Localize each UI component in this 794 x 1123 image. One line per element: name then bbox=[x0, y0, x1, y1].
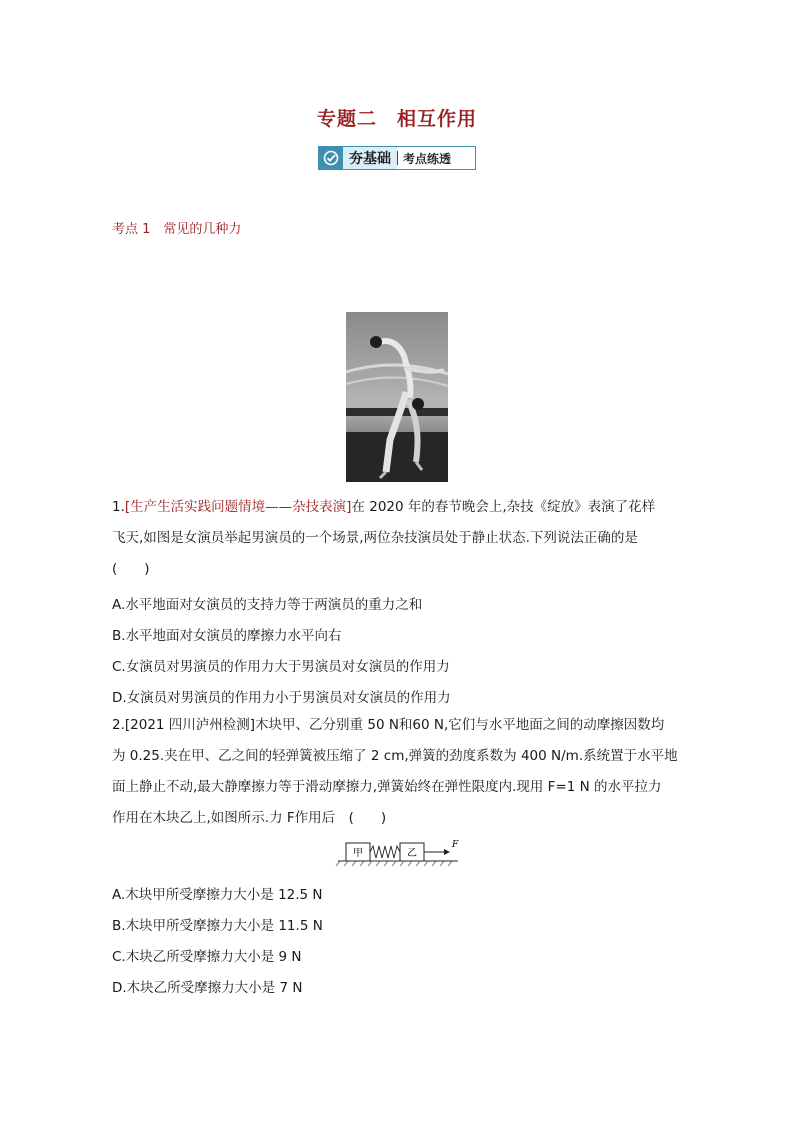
question-2-option-b: B.木块甲所受摩擦力大小是 11.5 N bbox=[112, 918, 323, 934]
acrobat-photo bbox=[346, 312, 448, 482]
question-2-line-2: 为 0.25.夹在甲、乙之间的轻弹簧被压缩了 2 cm,弹簧的劲度系数为 400 N/m.系统置于水平地 bbox=[112, 748, 678, 764]
question-1-line-1 bbox=[112, 492, 684, 523]
question-1-option-b: B.水平地面对女演员的摩擦力水平向右 bbox=[112, 628, 342, 644]
question-2-line-1: 2.[2021 四川泸州检测]木块甲、乙分别重 50 N和60 N,它们与水平地面之间的动摩擦因数均 bbox=[112, 717, 665, 733]
question-1-line-2: 飞天,如图是女演员举起男演员的一个场景,两位杂技演员处于静止状态.下列说法正确的是 bbox=[112, 530, 638, 546]
question-1-context-tag: [生产生活实践问题情境——杂技表演] bbox=[124, 499, 352, 515]
question-1-number: 1. bbox=[112, 499, 125, 515]
question-2-option-d: D.木块乙所受摩擦力大小是 7 N bbox=[112, 980, 303, 996]
question-2-line-4: 作用在木块乙上,如图所示.力 F作用后 ( ) bbox=[112, 810, 387, 826]
question-1-option-d: D.女演员对男演员的作用力小于男演员对女演员的作用力 bbox=[112, 690, 451, 706]
force-label: F bbox=[452, 840, 459, 850]
target-check-icon bbox=[319, 147, 343, 169]
question-2-option-c: C.木块乙所受摩擦力大小是 9 N bbox=[112, 949, 302, 965]
question-1-option-c: C.女演员对男演员的作用力大于男演员对女演员的作用力 bbox=[112, 659, 450, 675]
spring-block-figure bbox=[334, 838, 462, 872]
ground-hatching bbox=[336, 861, 452, 866]
section-heading: 考点 1 常见的几种力 bbox=[112, 222, 242, 237]
badge-main-label: 夯基础 bbox=[343, 147, 397, 169]
question-2-option-a: A.木块甲所受摩擦力大小是 12.5 N bbox=[112, 887, 323, 903]
block-b-label: 乙 bbox=[407, 848, 417, 859]
block-a-label: 甲 bbox=[353, 848, 363, 859]
page-title: 专题二 相互作用 bbox=[316, 108, 477, 130]
badge-sub-label: 考点练透 bbox=[403, 151, 452, 166]
spring bbox=[370, 846, 400, 858]
question-2-line-3: 面上静止不动,最大静摩擦力等于滑动摩擦力,弹簧始终在弹性限度内.现用 F=1 N 的水平拉力 bbox=[112, 779, 662, 795]
question-1-answer-blank: ( ) bbox=[112, 561, 150, 577]
section-badge bbox=[318, 146, 476, 170]
question-1-option-a: A.水平地面对女演员的支持力等于两演员的重力之和 bbox=[112, 597, 423, 613]
question-1-stem-start: 在 2020 年的春节晚会上,杂技《绽放》表演了花样 bbox=[351, 499, 656, 515]
force-arrow-head bbox=[444, 849, 450, 855]
